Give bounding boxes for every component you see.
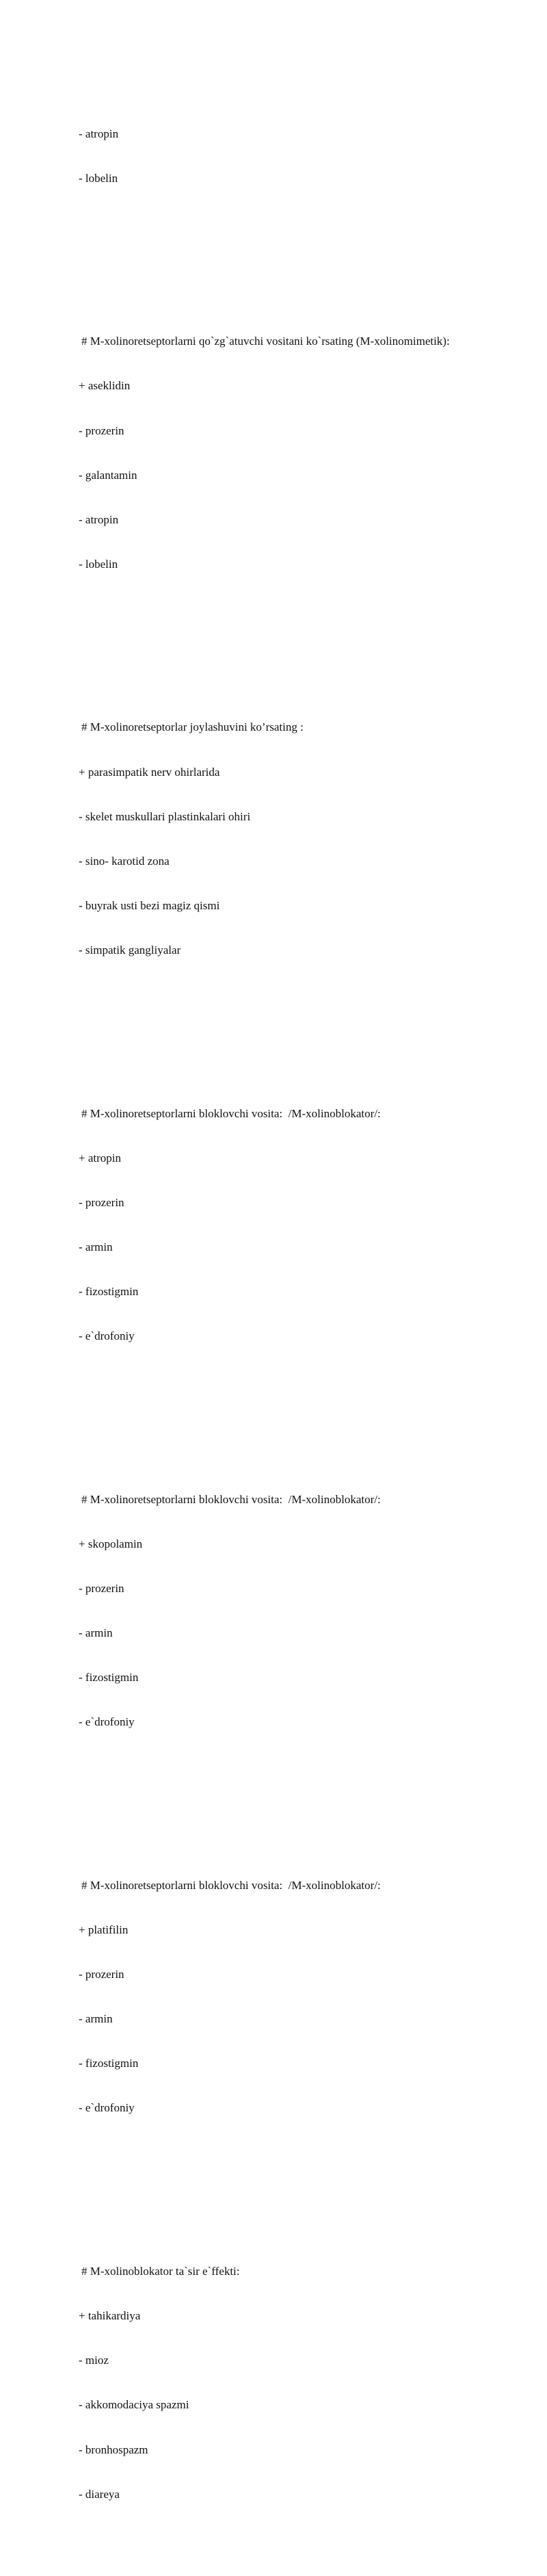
spacer [79, 2175, 516, 2190]
answer-option: + aseklidin [79, 379, 131, 393]
answer-option: - akkomodaciya spazmi [79, 2398, 189, 2412]
spacer [79, 1017, 516, 1032]
question-text: # M-xolinoretseptorlarni bloklovchi vosita: /M-xolinoblokator/: [81, 1879, 381, 1892]
spacer [79, 245, 516, 260]
answer-option: - armin [79, 2012, 113, 2026]
answer-option: - fizostigmin [79, 1671, 139, 1684]
answer-option: - fizostigmin [79, 1285, 139, 1299]
answer-option: - prozerin [79, 1195, 124, 1209]
answer-option: - e`drofoniy [79, 1715, 135, 1729]
question-block-2 [79, 690, 516, 987]
answer-option: - prozerin [79, 1582, 124, 1596]
answer-option: - galantamin [79, 468, 137, 482]
intro-options [79, 96, 516, 216]
answer-option: - prozerin [79, 1968, 124, 1981]
answer-option: + skopolamin [79, 1537, 143, 1550]
answer-option: - lobelin [79, 557, 118, 571]
question-block-4 [79, 1462, 516, 1759]
spacer [79, 1789, 516, 1804]
answer-option: - e`drofoniy [79, 1329, 135, 1343]
answer-option: - atropin [79, 512, 119, 526]
document-text [79, 52, 516, 2576]
question-block-1 [79, 304, 516, 601]
answer-option: - skelet muskullari plastinkalari ohiri [79, 809, 251, 823]
answer-option: - diareya [79, 2487, 120, 2501]
answer-option: - atropin [79, 127, 119, 140]
question-text: # M-xolinoretseptorlarni bloklovchi vosita: /M-xolinoblokator/: [81, 1492, 381, 1506]
question-text: # M-xolinoretseptorlar joylashuvini ko’rsating : [81, 720, 304, 734]
question-block-3 [79, 1076, 516, 1373]
answer-option: - sino- karotid zona [79, 854, 170, 868]
answer-option: - bronhospazm [79, 2443, 148, 2456]
answer-option: - armin [79, 1626, 113, 1640]
answer-option: - armin [79, 1240, 113, 1253]
answer-option: - buyrak usti bezi magiz qismi [79, 898, 220, 912]
answer-option: - mioz [79, 2354, 109, 2367]
question-block-6 [79, 2235, 516, 2532]
answer-option: + platifilin [79, 1923, 129, 1937]
answer-option: - fizostigmin [79, 2057, 139, 2070]
answer-option: - e`drofoniy [79, 2101, 135, 2115]
answer-option: + parasimpatik nerv ohirlarida [79, 765, 220, 779]
spacer [79, 1403, 516, 1418]
question-text: # M-xolinoretseptorlarni bloklovchi vosita: /M-xolinoblokator/: [81, 1106, 381, 1120]
question-text: # M-xolinoblokator ta`sir e`ffekti: [81, 2265, 240, 2278]
question-block-5 [79, 1849, 516, 2146]
answer-option: - prozerin [79, 424, 124, 437]
spacer [79, 631, 516, 646]
answer-option: - lobelin [79, 171, 118, 185]
answer-option: + tahikardiya [79, 2309, 141, 2323]
answer-option: - simpatik gangliyalar [79, 943, 181, 957]
question-text: # M-xolinoretseptorlarni qo`zg`atuvchi vositani ko`rsating (M-xolinomimetik): [81, 335, 450, 348]
answer-option: + atropin [79, 1151, 121, 1165]
